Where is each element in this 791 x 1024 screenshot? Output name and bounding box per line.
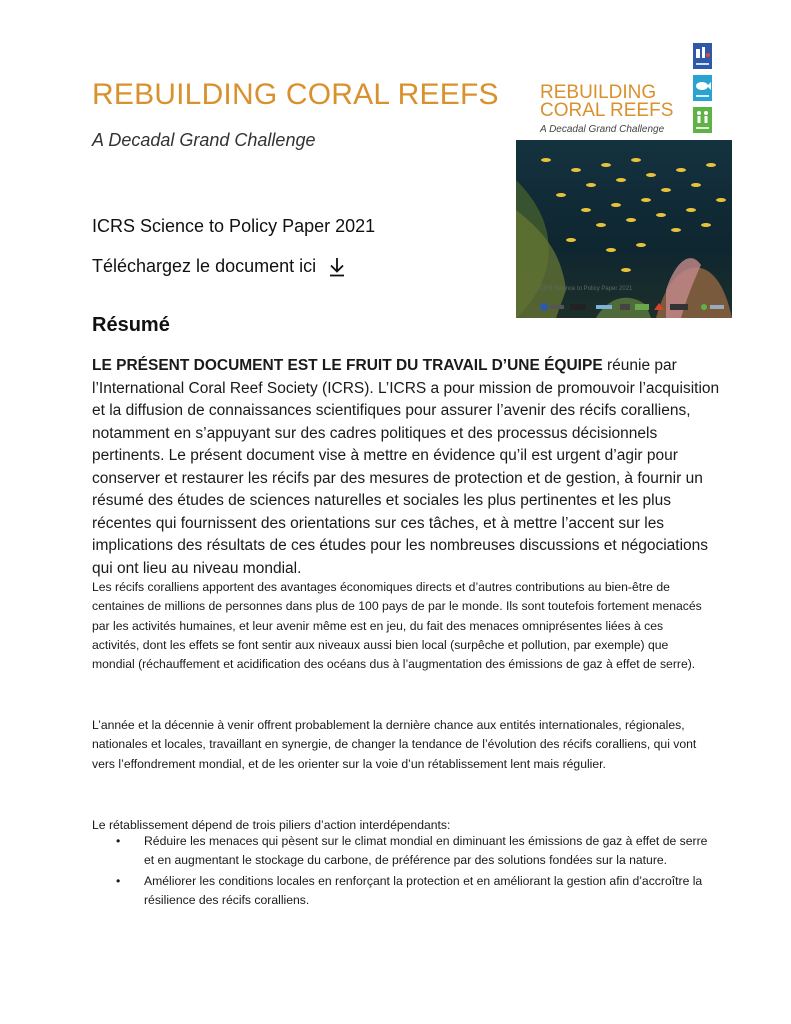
download-label: Téléchargez le document ici [92,256,317,276]
cover-caption: ICRS Science to Policy Paper 2021 [538,286,633,292]
people-badge-icon [693,107,712,133]
cover-thumbnail[interactable] [516,40,732,320]
summary-lead-paragraph [92,355,732,580]
summary-paragraph-1: Les récifs coralliens apportent des avantages économiques directs et d’autres contributions au bien-être de centaines de millions de personnes dans plus de 100 pays de par le monde. Ils sont toutefois fortement menacés par les activités humaines, et leur avenir même est en jeu, du fait des menaces omniprésentes liées à ces activités, dont les effets se font sentir aux niveaux aussi bien local (surpêche et pollution, par exemple) que mondial (réchauffement et acidification des océans dus à l’augmentation des émissions de gaz à effet de serre). [92,580,702,672]
cover-title-line1: REBUILDING [540,82,657,103]
cover-title-line2: CORAL REEFS [540,100,674,121]
page-subtitle: A Decadal Grand Challenge [92,130,316,150]
page-title: REBUILDING CORAL REEFS [92,78,499,111]
list-item-text: Réduire les menaces qui pèsent sur le climat mondial en diminuant les émissions de gaz à effet de serre et en augmentant le stockage du carbone, de préférence par des solutions fondées sur la nature. [144,834,708,868]
paper-label: ICRS Science to Policy Paper 2021 [92,216,376,236]
list-item [92,832,712,871]
pillars-list [92,832,712,911]
climate-badge-icon [693,43,712,69]
bullet-icon: • [116,834,121,848]
summary-paragraph-3: Le rétablissement dépend de trois piliers d’action interdépendants: [92,818,451,832]
download-link[interactable] [92,256,346,277]
fish-badge-icon [693,75,712,101]
summary-heading: Résumé [92,314,170,336]
bullet-icon: • [116,873,121,888]
summary-lead-text: réunie par l’International Coral Reef Society (ICRS). L’ICRS a pour mission de promouvoir l’acquisition et la diffusion de connaissances scientifiques pour assurer l’avenir des récifs coralliens, notamment en s’appuyant sur des cadres politiques et des processus décisionnels pertinents. Le présent document vise à mettre en évidence qu’il est urgent d’agir pour conserver et restaurer les récifs par des mesures de protection et de gestion, à fournir un résumé des études de sciences naturelles et sociales les plus pertinentes et les plus récentes qui fournissent des orientations sur ces tâches, et à mettre l’accent sur les implications des résultats de ces études pour les nombreuses discussions et négociations qui ont lieu au niveau mondial. [92,357,720,577]
partner-logos-strip [538,300,728,314]
cover-subtitle: A Decadal Grand Challenge [540,124,665,135]
summary-lead-bold: LE PRÉSENT DOCUMENT EST LE FRUIT DU TRAVAIL D’UNE ÉQUIPE [92,357,603,374]
summary-paragraph-2: L’année et la décennie à venir offrent probablement la dernière chance aux entités internationales, régionales, nationales et locales, travaillant en synergie, de changer la tendance de l’évolution des récifs coralliens, qui vont vers l’effondrement mondial, et de les orienter sur la voie d’un rétablissement lent mais régulier. [92,718,697,771]
download-arrow-icon[interactable] [328,257,346,277]
list-item [92,872,712,911]
list-item-text: Améliorer les conditions locales en renforçant la protection et en améliorant la gestion afin d’accroître la résilience des récifs coralliens. [144,873,703,907]
